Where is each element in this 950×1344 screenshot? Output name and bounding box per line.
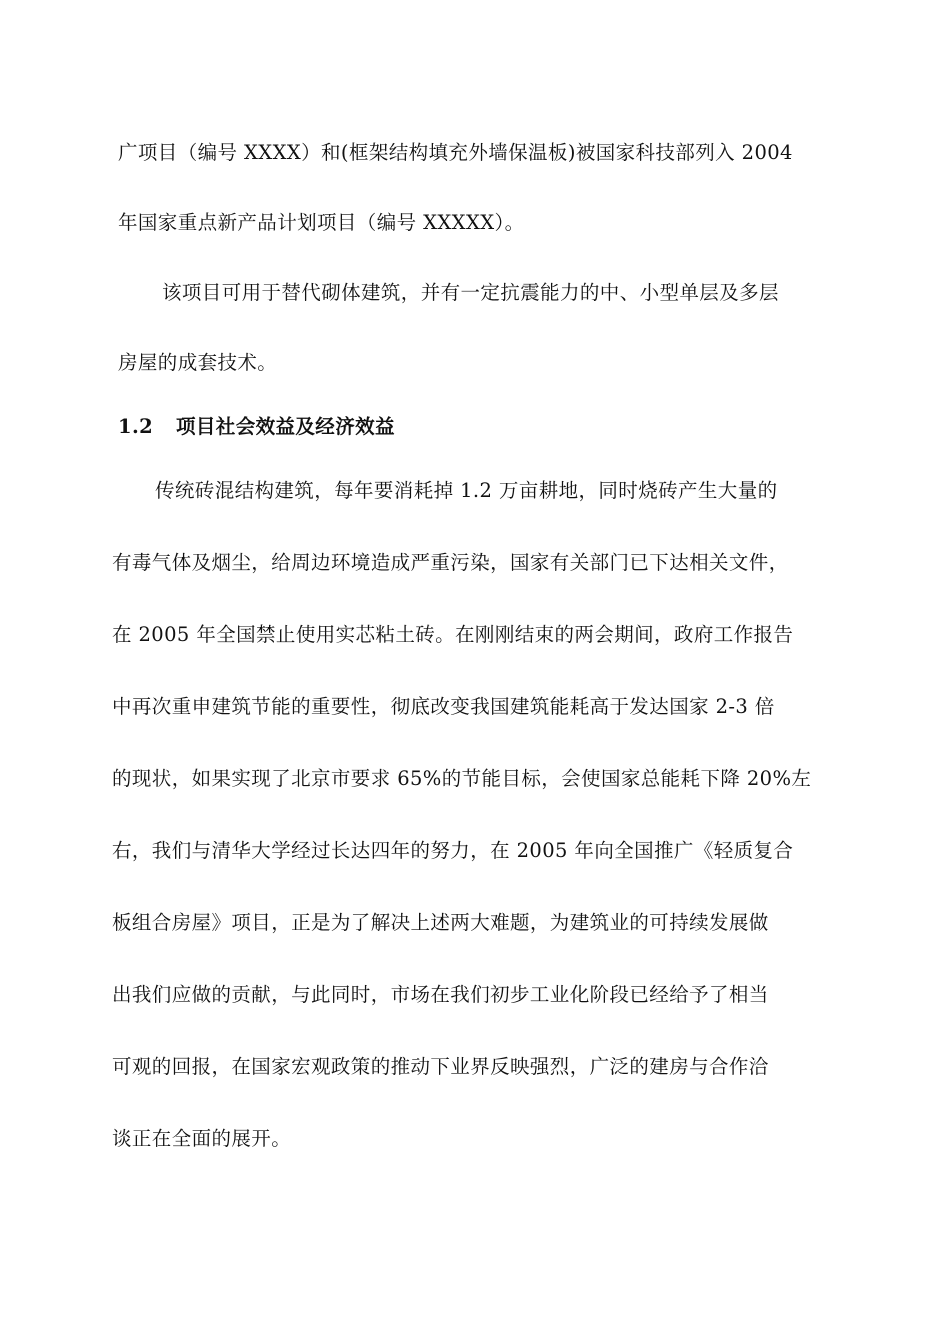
paragraph-line: 有毒气体及烟尘，给周边环境造成严重污染，国家有关部门已下达相关文件，	[112, 551, 789, 574]
paragraph-line: 中再次重申建筑节能的重要性，彻底改变我国建筑能耗高于发达国家 2-3 倍	[112, 695, 775, 718]
paragraph-line: 房屋的成套技术。	[118, 351, 278, 374]
paragraph-line: 谈正在全面的展开。	[112, 1127, 292, 1150]
section-number: 1.2	[118, 415, 154, 438]
paragraph-line: 的现状，如果实现了北京市要求 65%的节能目标，会使国家总能耗下降 20%左	[112, 767, 812, 790]
paragraph-line: 传统砖混结构建筑，每年要消耗掉 1.2 万亩耕地，同时烧砖产生大量的	[155, 479, 778, 502]
paragraph-line: 在 2005 年全国禁止使用实芯粘土砖。在刚刚结束的两会期间，政府工作报告	[112, 623, 794, 646]
paragraph-line: 该项目可用于替代砌体建筑，并有一定抗震能力的中、小型单层及多层	[162, 281, 779, 304]
paragraph-line: 可观的回报，在国家宏观政策的推动下业界反映强烈，广泛的建房与合作洽	[112, 1055, 769, 1078]
paragraph-line: 广项目（编号 XXXX）和(框架结构填充外墙保温板)被国家科技部列入 2004	[118, 141, 793, 164]
paragraph-line: 右，我们与清华大学经过长达四年的努力，在 2005 年向全国推广《轻质复合	[112, 839, 794, 862]
paragraph-line: 出我们应做的贡献，与此同时，市场在我们初步工业化阶段已经给予了相当	[112, 983, 769, 1006]
section-title: 项目社会效益及经济效益	[176, 415, 395, 438]
section-heading	[118, 413, 395, 441]
paragraph-line: 年国家重点新产品计划项目（编号 XXXXX）。	[118, 211, 525, 234]
paragraph-line: 板组合房屋》项目，正是为了解决上述两大难题，为建筑业的可持续发展做	[112, 911, 769, 934]
